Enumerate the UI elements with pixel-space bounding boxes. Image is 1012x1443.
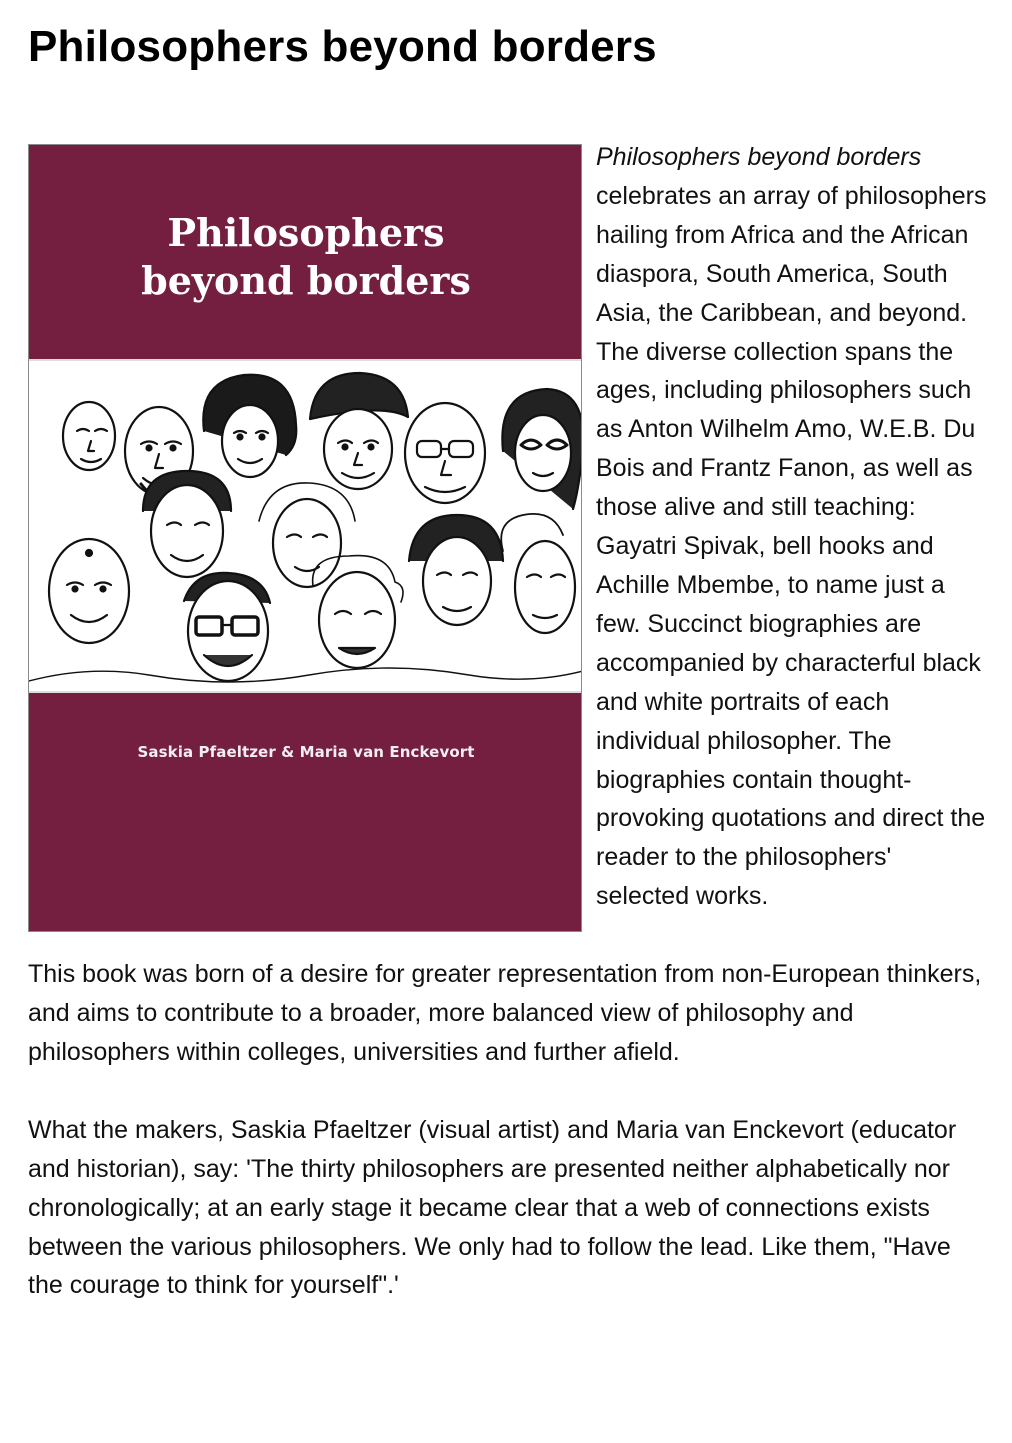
portraits-illustration (29, 359, 582, 693)
book-cover-image (28, 144, 582, 932)
portrait-sketch (63, 402, 115, 470)
intro-text: celebrates an array of philosophers hailing from Africa and the African diaspora, South America, South Asia, the Caribbean, and beyond. The diverse collection spans the ages, including philosophers such as Anton Wilhelm Amo, W.E.B. Du Bois and Frantz Fanon, as well as those alive and still teaching: Gayatri Spivak, bell hooks and Achille Mbembe, to name just a few. Succinct biographies are accompanied by characterful black and white portraits of each individual philosopher. The biographies contain thought-provoking quotations and direct the reader to the philosophers' selected works. (596, 181, 987, 911)
portrait-sketch (313, 556, 403, 668)
cover-title-line-1: Philosophers (167, 210, 445, 255)
portrait-sketch (184, 573, 270, 681)
portrait-sketch (203, 375, 296, 477)
book-title-italic: Philosophers beyond borders (596, 143, 922, 171)
cover-title (29, 209, 582, 305)
portrait-sketch (409, 515, 503, 625)
portrait-sketch (501, 514, 575, 633)
cover-title-line-2: beyond borders (141, 258, 471, 303)
page-title: Philosophers beyond borders (28, 22, 657, 71)
article-body (28, 138, 988, 1305)
portrait-sketch (310, 373, 408, 489)
portrait-sketch (259, 483, 355, 587)
portrait-sketch (49, 539, 129, 643)
portrait-sketch (143, 471, 231, 577)
portrait-sketch (502, 389, 582, 509)
paragraph-representation: This book was born of a desire for greater representation from non-European thinkers, and aims to contribute to a broader, more balanced view of philosophy and philosophers within colleges, universities and further afield. (28, 960, 982, 1066)
paragraph-makers-quote: What the makers, Saskia Pfaeltzer (visual artist) and Maria van Enckevort (educator and historian), say: 'The thirty philosophers are presented neither alphabetically nor chronologically; at an early stage it became clear that a web of connections exists between the various philosophers. We only had to follow the lead. Like them, "Have the courage to think for yourself".' (28, 1115, 957, 1300)
portrait-sketch (405, 403, 485, 503)
cover-authors: Saskia Pfaeltzer & Maria van Enckevort (137, 743, 475, 761)
